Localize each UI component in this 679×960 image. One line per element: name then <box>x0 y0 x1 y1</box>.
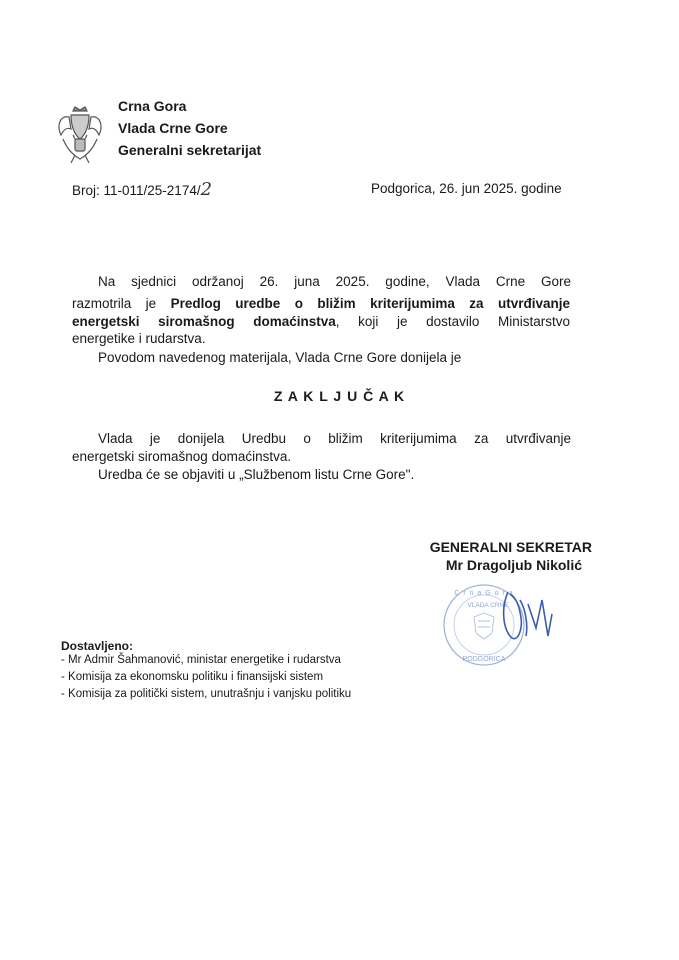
paragraph-3-line-2: energetski siromašnog domaćinstva. <box>72 449 292 464</box>
p1-bold-title-cont: energetski siromašnog domaćinstva <box>72 314 336 329</box>
coat-of-arms-icon <box>55 105 105 165</box>
document-number-handwritten: 2 <box>200 179 213 200</box>
signatory-name: Mr Dragoljub Nikolić <box>445 557 582 573</box>
paragraph-1-line-4: energetike i rudarstva. <box>72 331 206 346</box>
signature-icon <box>490 580 560 650</box>
paragraph-4: Uredba će se objaviti u „Službenom listu Crne Gore". <box>98 467 415 482</box>
place-date: Podgorica, 26. jun 2025. godine <box>371 181 562 196</box>
paragraph-1-line-2 <box>72 295 570 312</box>
p1-text-a: razmotrila je <box>72 296 171 311</box>
paragraph-2: Povodom navedenog materijala, Vlada Crne Gore donijela je <box>98 350 462 365</box>
signatory-title: GENERALNI SEKRETAR <box>429 539 592 555</box>
header-secretariat: Generalni sekretarijat <box>118 142 262 158</box>
distribution-item: - Komisija za politički sistem, unutrašnju i vanjsku politiku <box>61 688 352 700</box>
distribution-title: Dostavljeno: <box>61 639 134 653</box>
paragraph-1-line-1: Na sjednici održanoj 26. juna 2025. godine, Vlada Crne Gore <box>98 274 571 289</box>
p1-text-b: , koji je dostavilo Ministarstvo <box>335 314 570 329</box>
p1-bold-title: Predlog uredbe o bližim kriterijumima za utvrđivanje <box>170 296 570 311</box>
document-number-text: Broj: 11-011/25-2174/ <box>72 183 201 198</box>
distribution-item: - Mr Admir Šahmanović, ministar energetike i rudarstva <box>61 654 341 666</box>
distribution-item: - Komisija za ekonomsku politiku i finansijski sistem <box>61 671 324 683</box>
svg-text:PODGORICA: PODGORICA <box>462 656 506 663</box>
header-country: Crna Gora <box>118 98 187 114</box>
paragraph-3-line-1: Vlada je donijela Uredbu o bližim kriterijumima za utvrđivanje <box>98 431 571 446</box>
svg-text:VLADA CRNE: VLADA CRNE <box>467 602 509 609</box>
conclusion-title: Z A K L J U Č A K <box>273 388 406 404</box>
paragraph-1-line-3 <box>72 313 570 330</box>
header-government: Vlada Crne Gore <box>118 120 228 136</box>
document-number <box>72 179 212 200</box>
svg-text:C r n a G o r a: C r n a G o r a <box>454 590 514 597</box>
